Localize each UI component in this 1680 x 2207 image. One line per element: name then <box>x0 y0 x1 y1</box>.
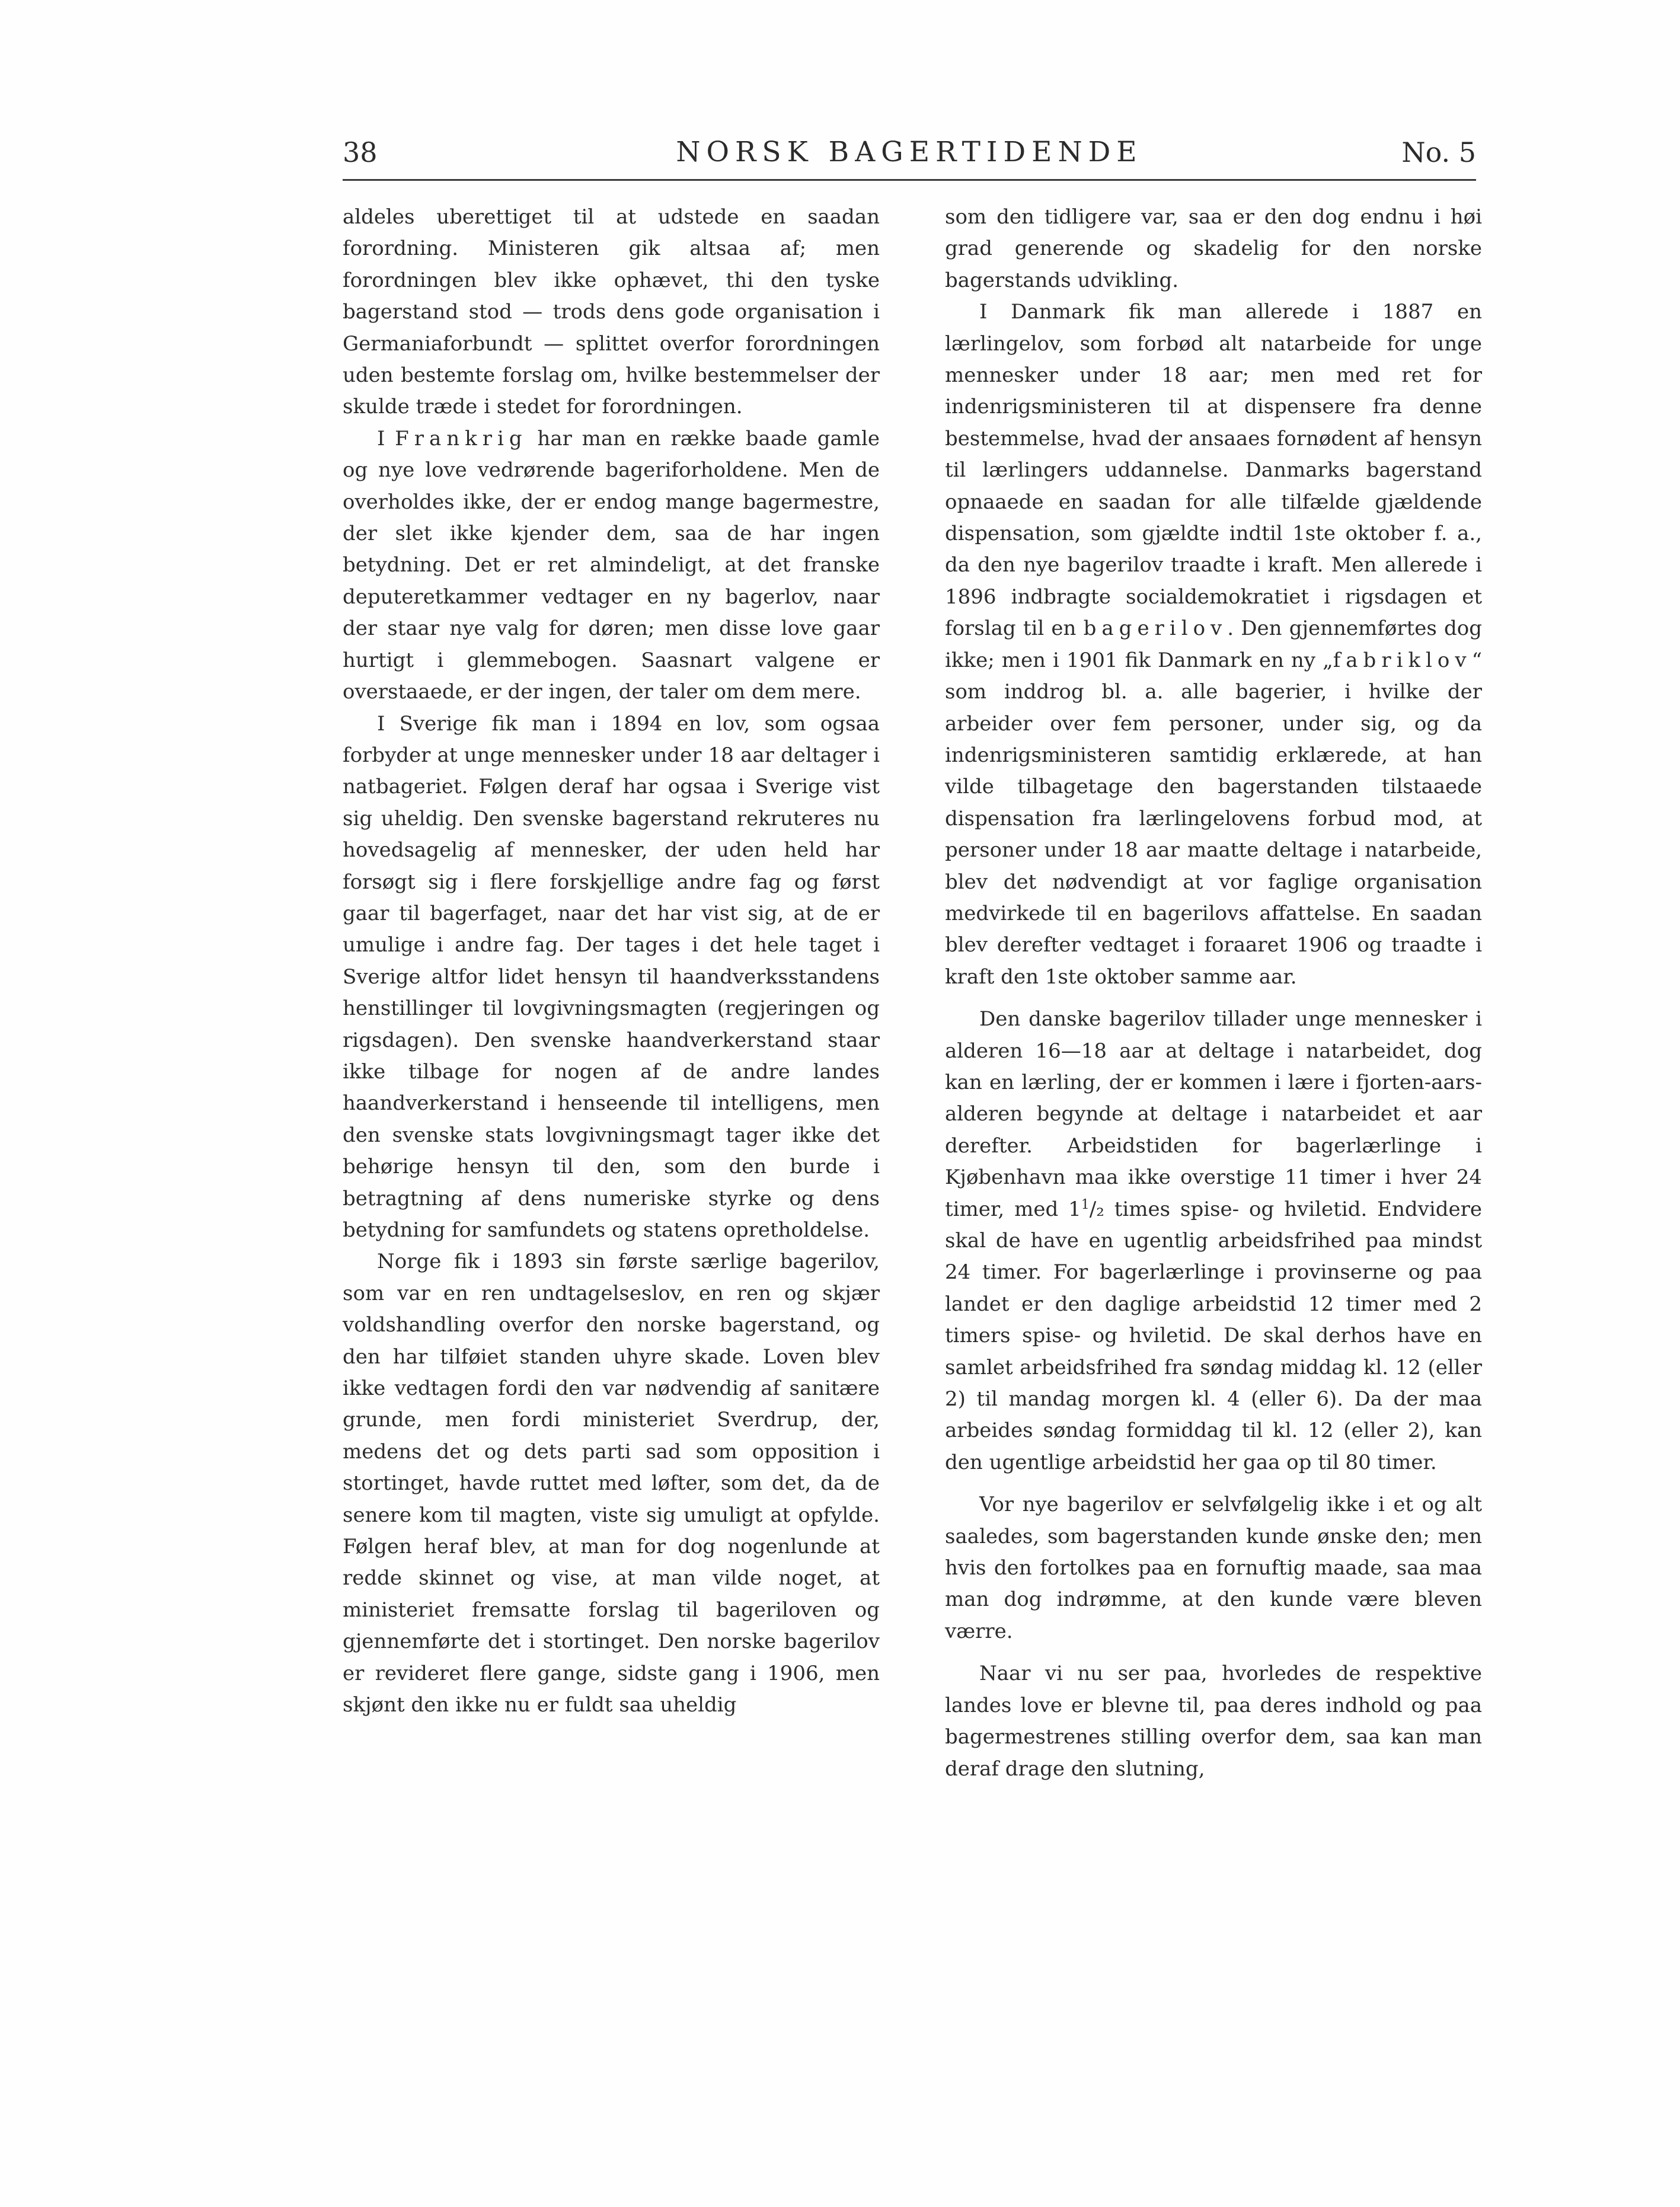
right-column <box>945 202 1482 1785</box>
issue-number: No. 5 <box>1401 136 1476 168</box>
fraction-numerator: 1 <box>1081 1197 1090 1212</box>
paragraph-denmark <box>945 296 1482 993</box>
paragraph-new-law: Vor nye bagerilov er selvfølgelig ikke i et og alt saaledes, som bagerstanden kunde ønske den; men hvis den fortolkes paa en fornuftig maade, saa maa man dog indrømme, at den kunde være bleven værre. <box>945 1493 1482 1643</box>
running-header <box>343 132 1476 173</box>
paragraph-denmark-part-c: “ som inddrog bl. a. alle bagerier, i hvilke der arbeider over fem personer, under sig, og da indenrigsministeren samtidig erklærede, at han vilde tilbagetage den bagerstanden tilstaaede dispensation fra lærlingelovens forbud mod, at personer under 18 aar maatte deltage i natarbeide, blev det nødvendigt at vor faglige organisation medvirkede til en bagerilovs affattelse. En saadan blev derefter vedtaget i foraaret 1906 og traadte i kraft den 1ste oktober samme aar. <box>945 648 1482 989</box>
fraction-denominator: /₂ <box>1089 1197 1104 1221</box>
paragraph-denmark-part-b: . Den gjennemførtes dog ikke; men i 1901 fik Danmark en ny „ <box>945 617 1482 672</box>
paragraph-france-prefix: I <box>377 426 395 451</box>
page-number: 38 <box>343 136 378 168</box>
paragraph-denmark-part-a: I Danmark fik man allerede i 1887 en lærlingelov, som forbød alt natarbeide for unge mennesker under 18 aar; men med ret for indenrigsministeren til at dispensere fra denne bestemmelse, hvad der ansaaes fornødent af hensyn til lærlingers uddannelse. Danmarks bagerstand opnaaede en saadan for alle tilfælde gjældende dispensation, som gjældte indtil 1ste oktober f. a., da den nye bagerilov traadte i kraft. Men allerede i 1896 indbragte socialdemokratiet i rigsdagen et forslag til en <box>945 300 1482 641</box>
paragraph-norway: Norge fik i 1893 sin første særlige bagerilov, som var en ren undtagelseslov, en ren og skjær voldshandling overfor den norske bagerstand, og den har tilføiet standen uhyre skade. Loven blev ikke vedtagen fordi den var nødvendig af sanitære grunde, men fordi ministeriet Sverdrup, der, medens det og dets parti sad som opposition i stortinget, havde ruttet med løfter, som det, da de senere kom til magten, viste sig umuligt at opfylde. Følgen heraf blev, at man for dog nogenlunde at redde skinnet og vise, at man vilde noget, at ministeriet fremsatte forslag til bageriloven og gjennemførte det i stortinget. Den norske bagerilov er revideret flere gange, sidste gang i 1906, men skjønt den ikke nu er fuldt saa uheldig <box>343 1250 880 1717</box>
paragraph-france-body: har man en række baade gamle og nye love vedrørende bageriforholdene. Men de overholdes ikke, der er endog mange bagermestre, der slet ikke kjender dem, saa de har ingen betydning. Det er ret almindeligt, at det franske deputeretkammer vedtager en ny bagerlov, naar der staar nye valg for døren; men disse love gaar hurtigt i glemmebogen. Saasnart valgene er overstaaede, er der ingen, der taler om dem mere. <box>343 426 880 704</box>
paragraph-conclusion: Naar vi nu ser paa, hvorledes de respektive landes love er blevne til, paa deres indhold og paa bagermestrenes stilling overfor dem, saa kan man deraf drage den slutning, <box>945 1662 1482 1781</box>
journal-title: NORSK BAGERTIDENDE <box>676 136 1143 168</box>
paragraph-germany-ending: aldeles uberettiget til at udstede en saadan forordning. Ministeren gik altsaa af; men forordningen blev ikke ophævet, thi den tyske bagerstand stod — trods dens gode organisation i Germaniaforbundt — splittet overfor forordningen uden bestemte forslag om, hvilke bestemmelser der skulde træde i stedet for forordningen. <box>343 205 880 419</box>
left-column <box>343 202 880 1721</box>
paragraph-france <box>343 423 880 708</box>
paragraph-danish-law <box>945 1004 1482 1478</box>
country-france: Frankrig <box>395 426 528 451</box>
header-rule <box>343 179 1476 181</box>
paragraph-danish-law-part-b: times spise- og hviletid. Endvidere skal de have en ugentlig arbeidsfrihed paa mindst 24 timer. For bagerlærlinge i provinserne og paa landet er den daglige arbeidstid 12 timer med 2 timers spise- og hviletid. De skal derhos have en samlet arbeidsfrihed fra søndag middag kl. 12 (eller 2) til mandag morgen kl. 4 (eller 6). Da der maa arbeides søndag formiddag til kl. 12 (eller 2), kan den ugentlige arbeidstid her gaa op til 80 timer. <box>945 1197 1482 1474</box>
term-fabriklov: fabriklov <box>1333 648 1472 672</box>
paragraph-sweden: I Sverige fik man i 1894 en lov, som ogsaa forbyder at unge mennesker under 18 aar deltager i natbageriet. Følgen deraf har ogsaa i Sverige vist sig uheldig. Den svenske bagerstand rekruteres nu hovedsagelig af mennesker, der uden held har forsøgt sig i flere forskjellige andre fag og først gaar til bagerfaget, naar det har vist sig, at de er umulige i andre fag. Der tages i det hele taget i Sverige altfor lidet hensyn til haandverksstandens henstillinger til lovgivningsmagten (regjeringen og rigsdagen). Den svenske haandverkerstand staar ikke tilbage for nogen af de andre landes haandverkerstand i henseende til intelligens, men den svenske stats lovgivningsmagt tager ikke det behørige hensyn til den, som den burde i betragtning af dens numeriske styrke og dens betydning for samfundets og statens opretholdelse. <box>343 711 880 1242</box>
paragraph-norway-ending: som den tidligere var, saa er den dog endnu i høi grad generende og skadelig for den norske bagerstands udvikling. <box>945 205 1482 292</box>
paragraph-danish-law-part-a: Den danske bagerilov tillader unge mennesker i alderen 16—18 aar at deltage i natarbeidet, dog kan en lærling, der er kommen i lære i fjorten-aars-alderen begynde at deltage i natarbeidet et aar derefter. Arbeidstiden for bagerlærlinge i Kjøbenhavn maa ikke overstige 11 timer i hver 24 timer, med 1 <box>945 1007 1482 1221</box>
term-bagerilov: bagerilov <box>1083 617 1228 641</box>
